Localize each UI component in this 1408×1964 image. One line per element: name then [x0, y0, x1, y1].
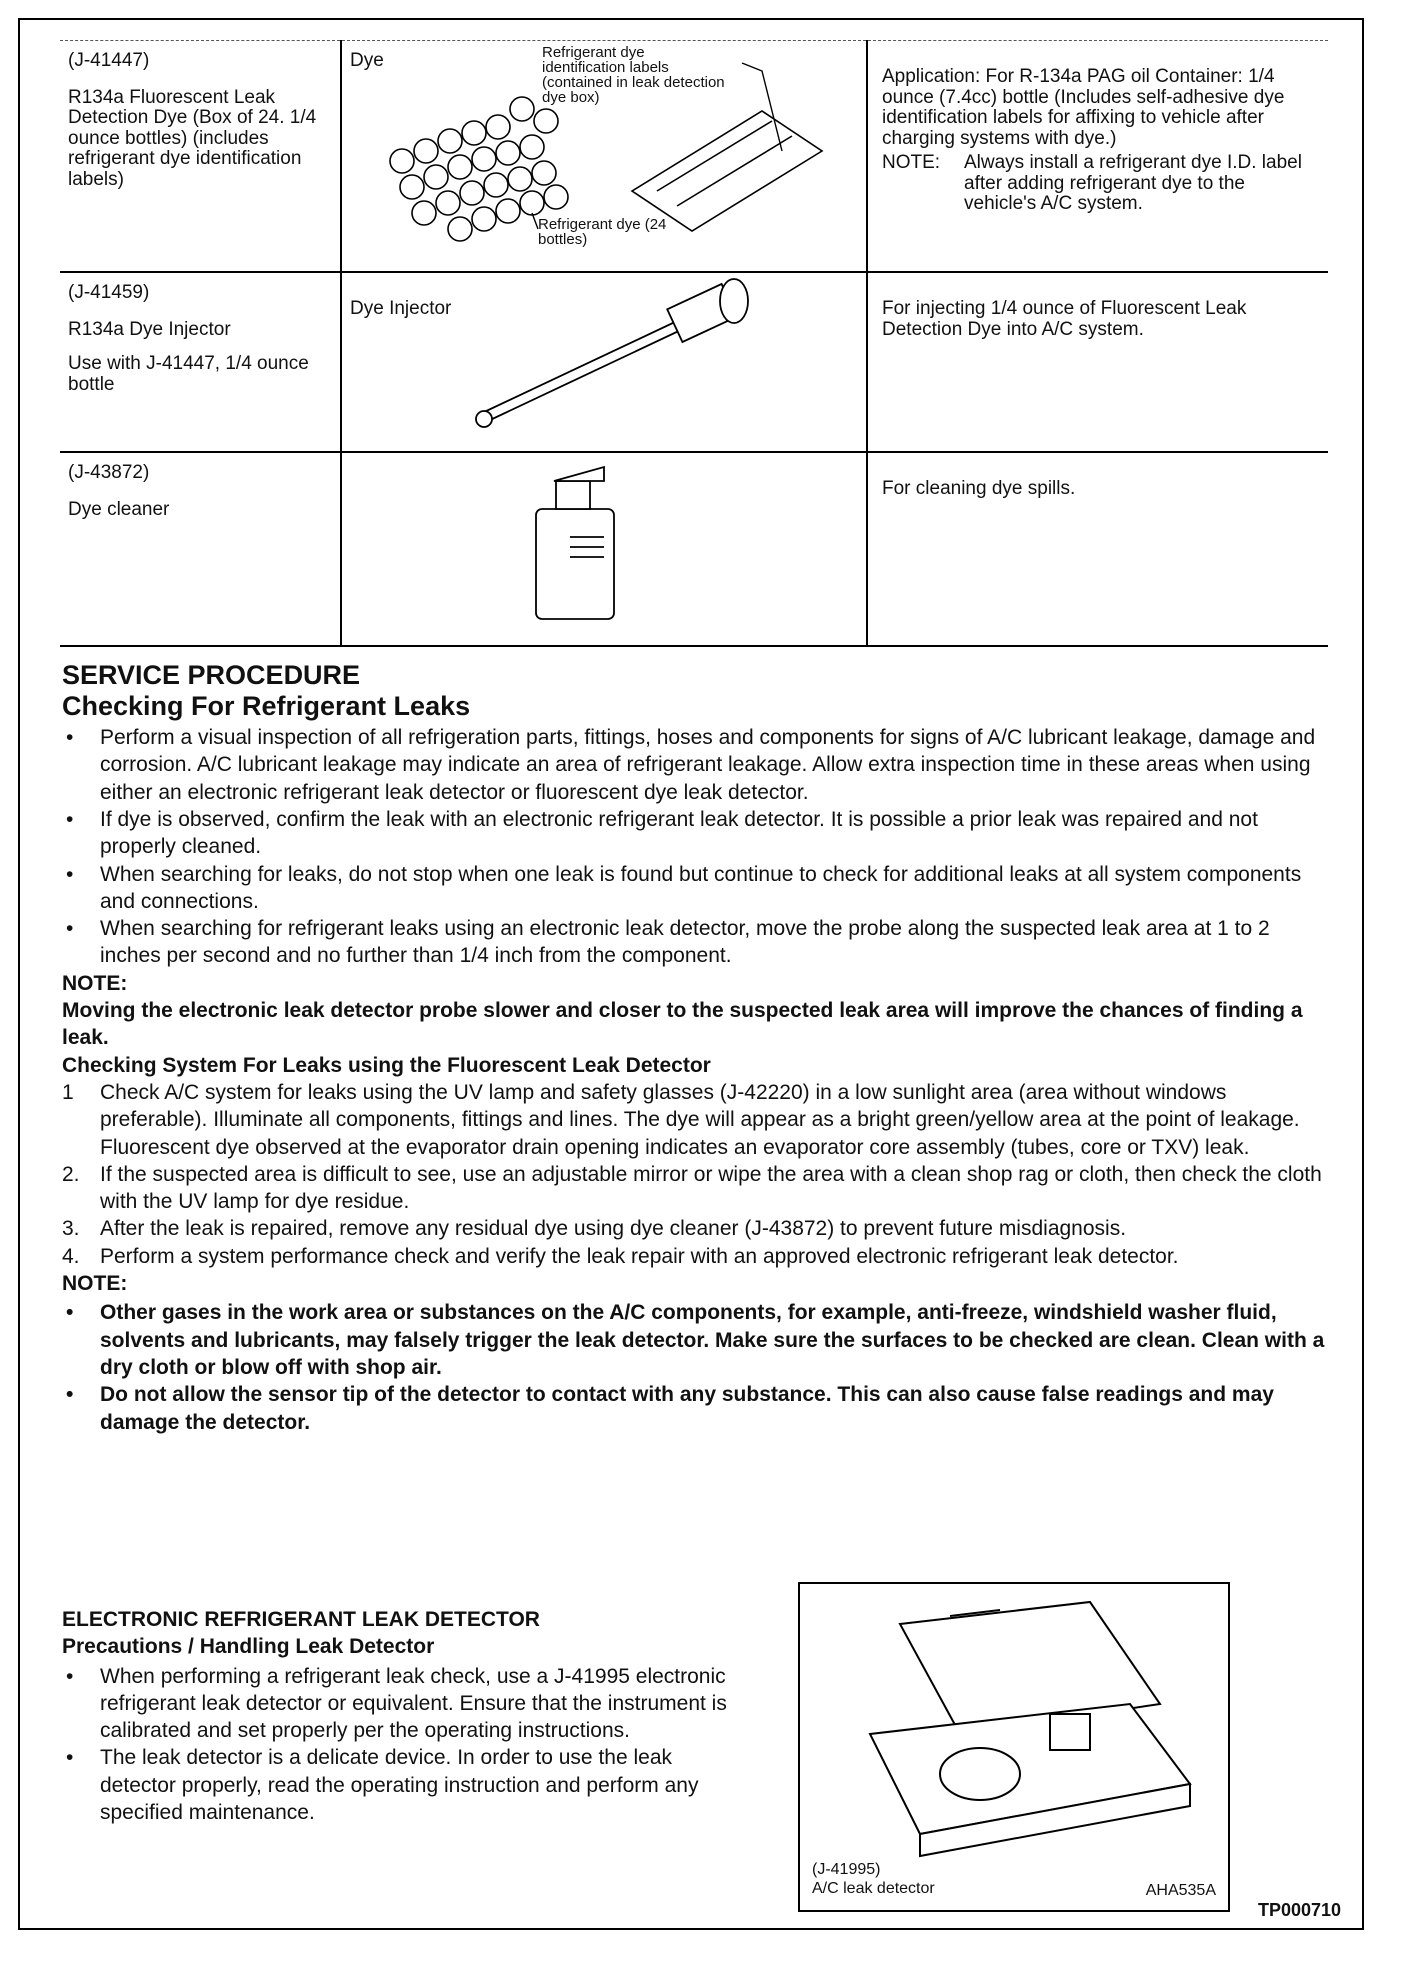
section-subtitle: Checking For Refrigerant Leaks	[62, 691, 471, 722]
list-item: • If dye is observed, confirm the leak with an electronic refrigerant leak detector. It is possible a prior leak was repaired and not properly cleaned.	[62, 806, 1332, 861]
tool-description: Application: For R-134a PAG oil Container: 1/4 ounce (7.4cc) bottle (Includes self-adhesive dye identification labels for affixing to vehicle after charging systems with dye.)	[882, 66, 1285, 149]
leak-detector-section	[62, 1606, 742, 1826]
step-text: Perform a system performance check and verify the leak repair with an approved electronic refrigerant leak detector.	[100, 1244, 1179, 1268]
leak-detector-subheading: Precautions / Handling Leak Detector	[62, 1635, 435, 1659]
page-id: TP000710	[1258, 1900, 1342, 1920]
note-label: NOTE:	[882, 152, 941, 174]
note-bullets	[62, 1299, 1332, 1435]
step-text: After the leak is repaired, remove any residual dye using dye cleaner (J-43872) to prevent future misdiagnosis.	[100, 1217, 1127, 1241]
note-label: NOTE:	[62, 971, 128, 995]
label-pad-icon	[632, 111, 822, 231]
section-title: SERVICE PROCEDURE	[62, 660, 361, 690]
list-item: • Do not allow the sensor tip of the detector to contact with any substance. This can also cause false readings and may damage the detector.	[62, 1381, 1332, 1436]
injector-icon	[476, 279, 748, 427]
tool-id-cell	[60, 41, 341, 273]
step-number: 3.	[62, 1217, 80, 1241]
step-text: If the suspected area is difficult to see, use an adjustable mirror or wipe the area with a clean shop rag or cloth, then check the cloth with the UV lamp for dye residue.	[100, 1162, 1322, 1214]
list-item	[62, 1243, 1332, 1270]
list-item: • When performing a refrigerant leak check, use a J-41995 electronic refrigerant leak detector or equivalent. Ensure that the instrument is calibrated and set properly per the operating instructions.	[62, 1663, 742, 1745]
leak-detector-figure	[798, 1582, 1230, 1912]
tool-note	[882, 153, 1320, 215]
tool-image-cell	[341, 41, 867, 273]
list-item: • The leak detector is a delicate device. In order to use the leak detector properly, read the operating instruction and perform any specified maintenance.	[62, 1744, 742, 1826]
part-number: (J-41447)	[68, 50, 150, 71]
callout-labels: Refrigerant dye identification labels (contained in leak detection dye box)	[542, 44, 725, 106]
tool-name: Dye cleaner	[68, 498, 170, 520]
list-item	[62, 1161, 1332, 1216]
tool-table	[60, 40, 1328, 647]
table-row	[60, 41, 1328, 273]
image-label: Dye	[350, 50, 384, 71]
dye-cleaner-illustration	[342, 453, 850, 623]
table-row	[60, 452, 1328, 646]
list-item: • Other gases in the work area or substances on the A/C components, for example, anti-freeze, windshield washer fluid, solvents and lubricants, may falsely trigger the leak detector. Make sure the surfaces to be checked are clean. Clean with a dry cloth or blow off with shop air.	[62, 1299, 1332, 1381]
list-item: • When searching for refrigerant leaks using an electronic leak detector, move the probe along the suspected leak area at 1 to 2 inches per second and no further than 1/4 inch from the component.	[62, 915, 1332, 970]
detector-case-icon	[870, 1602, 1190, 1856]
tool-image-cell	[341, 272, 867, 452]
tool-description: For cleaning dye spills.	[882, 478, 1076, 499]
list-item: • When searching for leaks, do not stop when one leak is found but continue to check for additional leaks at all system components and connections.	[62, 861, 1332, 916]
part-number: (J-43872)	[68, 462, 150, 483]
tool-image-cell	[341, 452, 867, 646]
leak-detector-heading: ELECTRONIC REFRIGERANT LEAK DETECTOR	[62, 1608, 540, 1631]
tool-description-cell	[867, 452, 1328, 646]
tool-description-cell	[867, 272, 1328, 452]
callout-bottles: Refrigerant dye (24 bottles)	[538, 216, 667, 248]
leak-detector-bullets	[62, 1663, 742, 1827]
fluorescent-heading: Checking System For Leaks using the Fluorescent Leak Detector	[62, 1053, 711, 1077]
tool-name: R134a Dye Injector	[68, 318, 231, 340]
list-item	[62, 1215, 1332, 1242]
tool-description: For injecting 1/4 ounce of Fluorescent Leak Detection Dye into A/C system.	[882, 298, 1247, 340]
figure-id: AHA535A	[1145, 1882, 1216, 1899]
fluorescent-steps	[62, 1079, 1332, 1270]
step-text: Check A/C system for leaks using the UV lamp and safety glasses (J-42220) in a low sunlight area (area without windows preferable). Illuminate all components, fittings and lines. The dye will appear as a bright green/yellow area at the point of leakage. Fluorescent dye observed at the evaporator drain opening indicates an evaporator core assembly (tubes, core or TXV) leak.	[100, 1080, 1300, 1159]
tool-description-cell	[867, 41, 1328, 273]
table-row	[60, 272, 1328, 452]
service-procedure	[62, 660, 1332, 1436]
tool-id-cell	[60, 452, 341, 646]
tool-name: R134a Fluorescent Leak Detection Dye (Box of 24. 1/4 ounce bottles) (includes refrigerant dye identification labels)	[68, 86, 317, 190]
figure-caption	[812, 1860, 935, 1898]
figure-caption-text: A/C leak detector	[812, 1880, 935, 1898]
figure-part-number: (J-41995)	[812, 1861, 881, 1878]
tool-id-cell	[60, 272, 341, 452]
bottle-cluster-icon	[390, 97, 568, 241]
step-number: 1	[62, 1080, 74, 1104]
tool-extra: Use with J-41447, 1/4 ounce bottle	[68, 353, 309, 395]
dye-injector-illustration	[342, 273, 850, 433]
step-number: 4.	[62, 1244, 80, 1268]
note-text: Always install a refrigerant dye I.D. label after adding refrigerant dye to the vehicle's A/C system.	[964, 152, 1302, 215]
leak-detector-case-illustration	[800, 1584, 1228, 1874]
list-item: • Perform a visual inspection of all refrigeration parts, fittings, hoses and components for signs of A/C lubricant leakage, damage and corrosion. A/C lubricant leakage may indicate an area of refrigerant leakage. Allow extra inspection time in these areas when using either an electronic refrigerant leak detector or fluorescent dye leak detector.	[62, 724, 1332, 806]
spray-bottle-icon	[536, 467, 614, 619]
part-number: (J-41459)	[68, 282, 150, 303]
list-item	[62, 1079, 1332, 1161]
step-number: 2.	[62, 1162, 80, 1186]
note-label: NOTE:	[62, 1272, 128, 1296]
inspection-bullets	[62, 724, 1332, 970]
image-label: Dye Injector	[350, 298, 452, 319]
note-text: Moving the electronic leak detector probe slower and closer to the suspected leak area will improve the chances of finding a leak.	[62, 999, 1303, 1050]
dye-bottles-illustration	[342, 41, 850, 251]
